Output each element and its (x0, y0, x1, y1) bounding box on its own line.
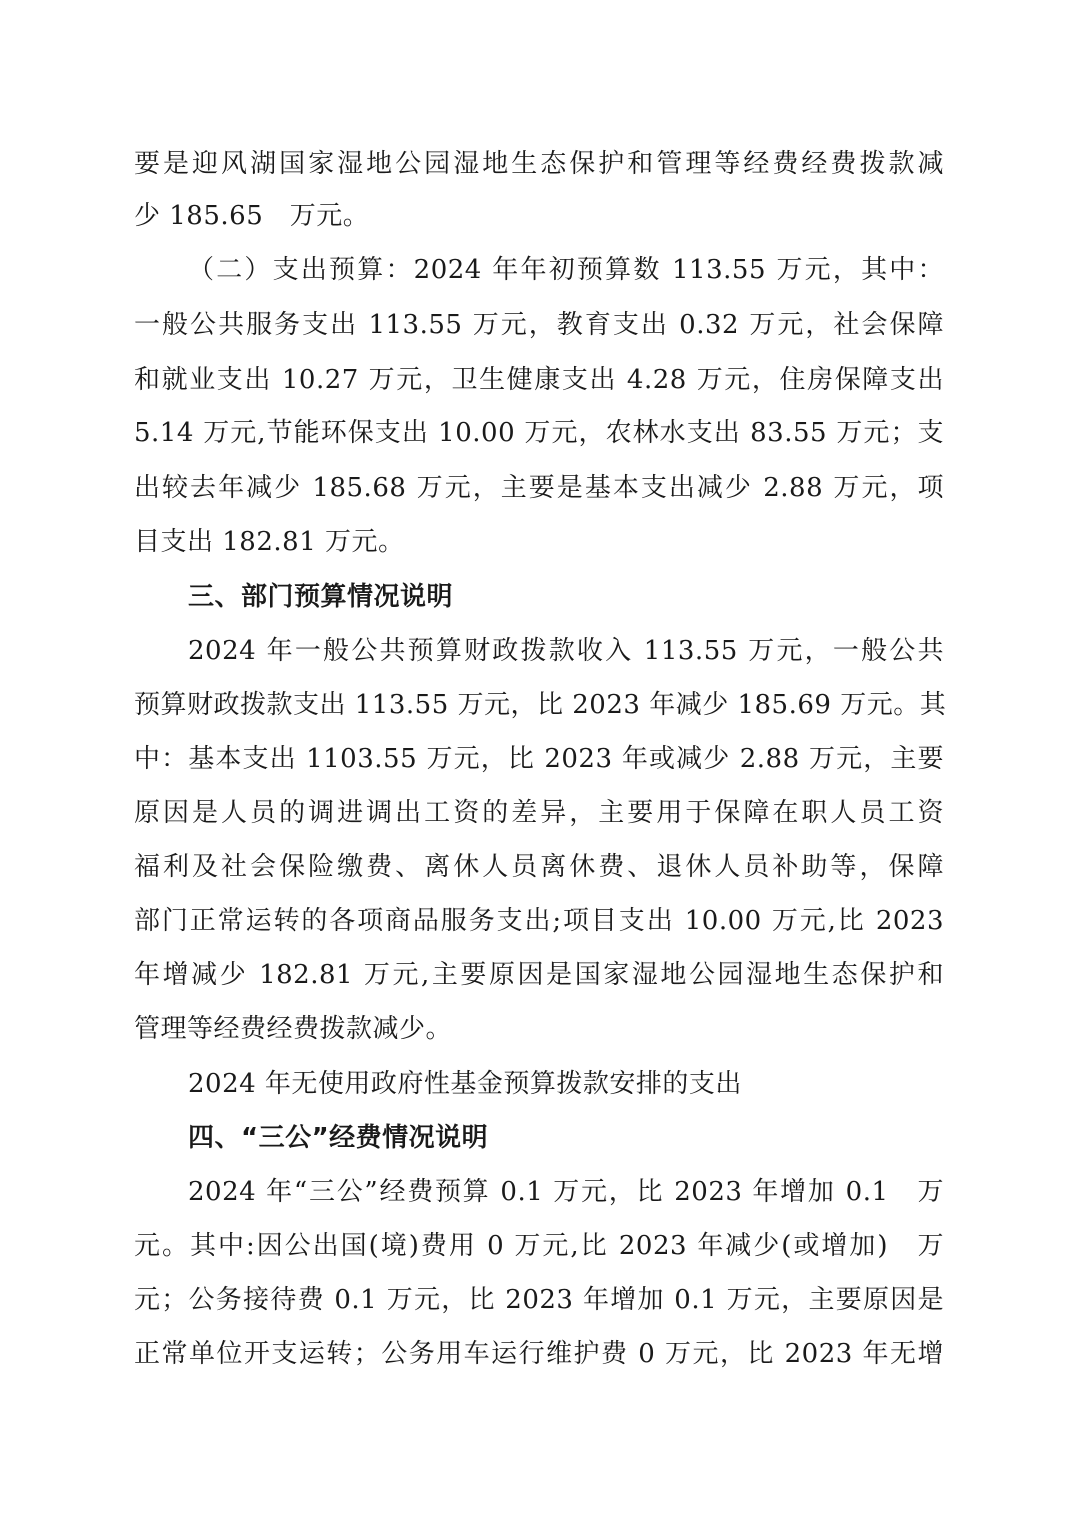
text-line-1: 要是迎风湖国家湿地公园湿地生态保护和管理等经费经费拨款减 (134, 149, 944, 179)
text-line-15: 部门正常运转的各项商品服务支出;项目支出 10.00 万元,比 2023 (134, 906, 944, 936)
text-line-3: （二）支出预算：2024 年年初预算数 113.55 万元，其中： (188, 255, 944, 285)
text-line-18: 2024 年无使用政府性基金预算拨款安排的支出 (188, 1069, 742, 1099)
text-line-8: 目支出 182.81 万元。 (134, 527, 405, 557)
text-line-21: 元。其中:因公出国(境)费用 0 万元,比 2023 年减少(或增加) 万 (134, 1231, 944, 1261)
text-line-5: 和就业支出 10.27 万元，卫生健康支出 4.28 万元，住房保障支出 (134, 365, 944, 395)
text-line-22: 元；公务接待费 0.1 万元，比 2023 年增加 0.1 万元，主要原因是 (134, 1285, 944, 1315)
text-line-23: 正常单位开支运转；公务用车运行维护费 0 万元，比 2023 年无增 (134, 1339, 944, 1369)
text-line-14: 福利及社会保险缴费、离休人员离休费、退休人员补助等，保障 (134, 852, 944, 882)
text-line-20: 2024 年“三公”经费预算 0.1 万元，比 2023 年增加 0.1 万 (188, 1177, 944, 1207)
text-line-7: 出较去年减少 185.68 万元，主要是基本支出减少 2.88 万元，项 (134, 473, 944, 503)
text-line-12: 中：基本支出 1103.55 万元，比 2023 年或减少 2.88 万元，主要 (134, 744, 944, 774)
section-heading-4: 四、“三公”经费情况说明 (188, 1123, 489, 1153)
text-line-10: 2024 年一般公共预算财政拨款收入 113.55 万元，一般公共 (188, 636, 944, 666)
section-heading-3: 三、部门预算情况说明 (188, 582, 454, 612)
text-line-2: 少 185.65 万元。 (134, 201, 370, 231)
text-line-16: 年增减少 182.81 万元,主要原因是国家湿地公园湿地生态保护和 (134, 960, 944, 990)
text-line-17: 管理等经费经费拨款减少。 (134, 1014, 453, 1044)
text-line-6: 5.14 万元,节能环保支出 10.00 万元，农林水支出 83.55 万元；支 (134, 418, 944, 448)
text-line-13: 原因是人员的调进调出工资的差异，主要用于保障在职人员工资 (134, 798, 944, 828)
text-line-11: 预算财政拨款支出 113.55 万元，比 2023 年减少 185.69 万元。其 (134, 690, 947, 720)
text-line-4: 一般公共服务支出 113.55 万元，教育支出 0.32 万元，社会保障 (134, 310, 944, 340)
